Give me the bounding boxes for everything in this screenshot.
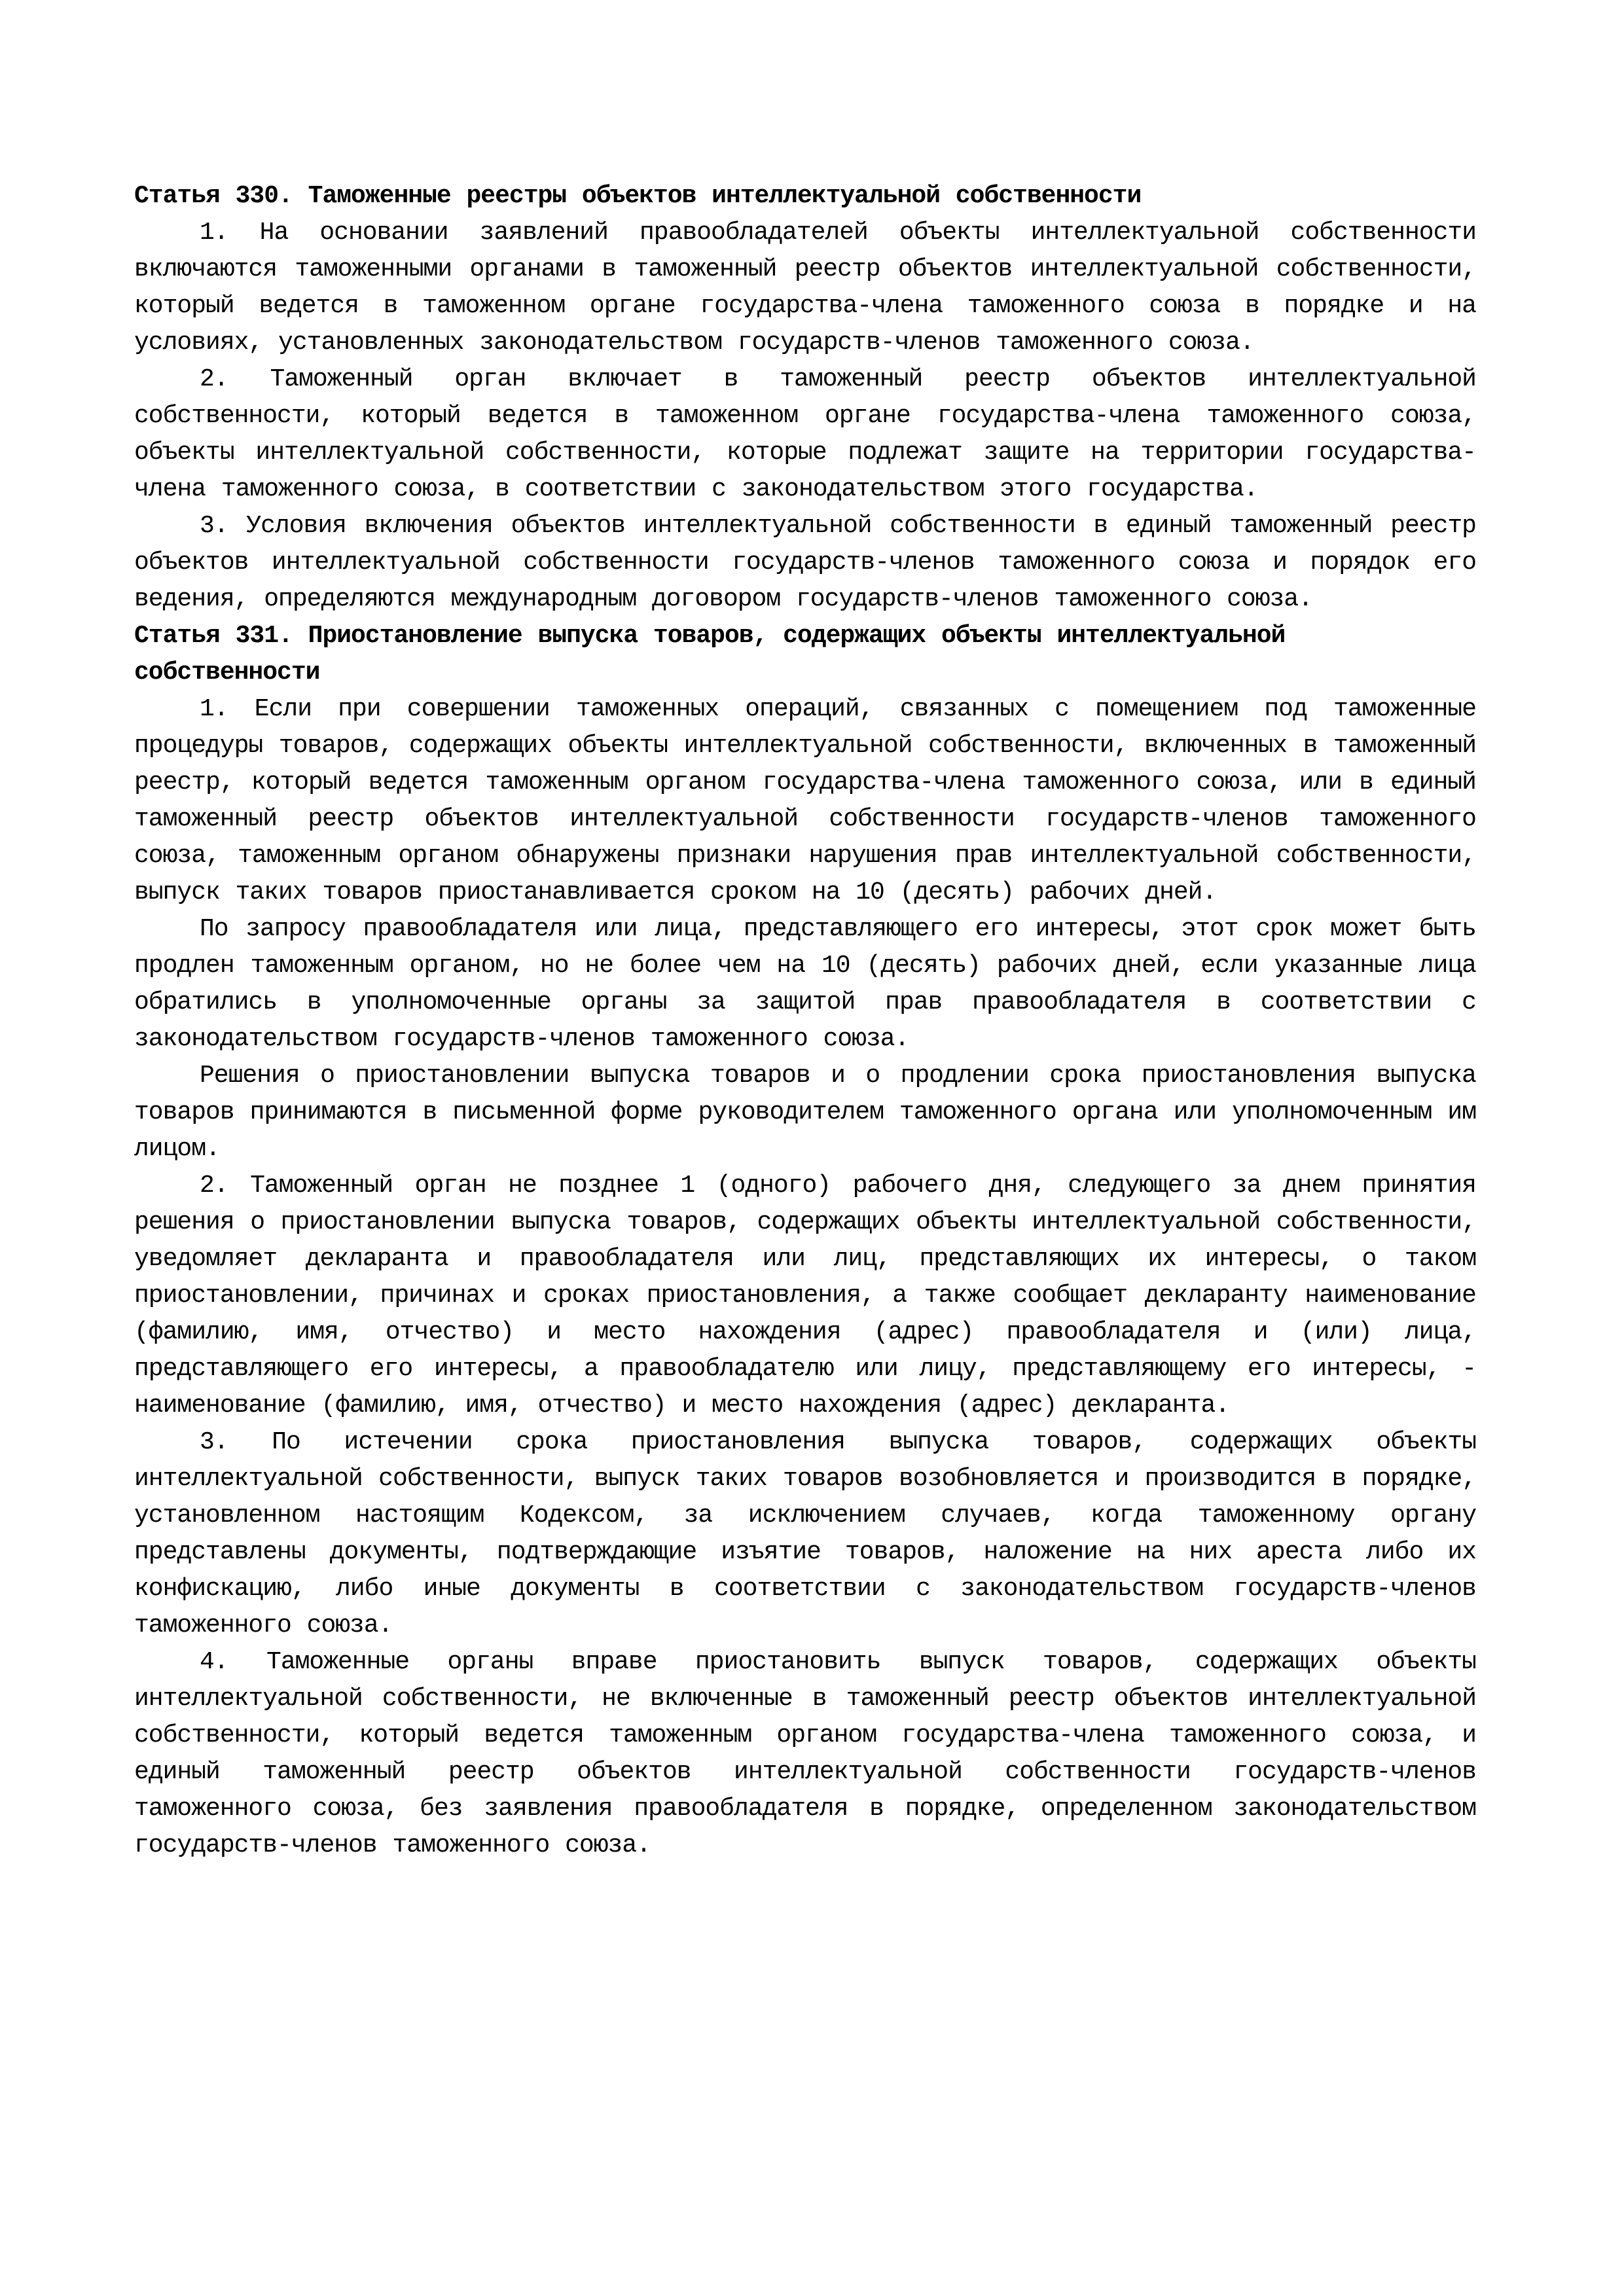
- article-heading: Статья 331. Приостановление выпуска товаров, содержащих объекты интеллектуальной собственности: [134, 622, 1286, 687]
- article-paragraph: Решения о приостановлении выпуска товаров и о продлении срока приостановления выпуска товаров принимаются в письменной форме руководителем таможенного органа или уполномоченным им лицом.: [134, 1062, 1476, 1163]
- article-paragraph: 4. Таможенные органы вправе приостановить выпуск товаров, содержащих объекты интеллектуальной собственности, не включенные в таможенный реестр объектов интеллектуальной собственности, который ведется таможенным органом государства-члена таможенного союза, и единый таможенный реестр объектов интеллектуальной собственности государств-членов таможенного союза, без заявления правообладателя в порядке, определенном законодательством государств-членов таможенного союза.: [134, 1648, 1476, 1859]
- article-paragraph: 2. Таможенный орган не позднее 1 (одного) рабочего дня, следующего за днем принятия решения о приостановлении выпуска товаров, содержащих объекты интеллектуальной собственности, уведомляет декларанта и правообладателя или лиц, представляющих их интересы, о таком приостановлении, причинах и сроках приостановления, а также сообщает декларанту наименование (фамилию, имя, отчество) и место нахождения (адрес) правообладателя и (или) лица, представляющего его интересы, а правообладателю или лицу, представляющему его интересы, - наименование (фамилию, имя, отчество) и место нахождения (адрес) декларанта.: [134, 1172, 1476, 1420]
- article-paragraph: 3. По истечении срока приостановления выпуска товаров, содержащих объекты интеллектуальной собственности, выпуск таких товаров возобновляется и производится в порядке, установленном настоящим Кодексом, за исключением случаев, когда таможенному органу представлены документы, подтверждающие изъятие товаров, наложение на них ареста либо их конфискацию, либо иные документы в соответствии с законодательством государств-членов таможенного союза.: [134, 1428, 1476, 1640]
- article-paragraph: 1. Если при совершении таможенных операций, связанных с помещением под таможенные процедуры товаров, содержащих объекты интеллектуальной собственности, включенных в таможенный реестр, который ведется таможенным органом государства-члена таможенного союза, или в единый таможенный реестр объектов интеллектуальной собственности государств-членов таможенного союза, таможенным органом обнаружены признаки нарушения прав интеллектуальной собственности, выпуск таких товаров приостанавливается сроком на 10 (десять) рабочих дней.: [134, 695, 1476, 906]
- document-content: [134, 178, 1476, 1864]
- article-paragraph: По запросу правообладателя или лица, представляющего его интересы, этот срок может быть продлен таможенным органом, но не более чем на 10 (десять) рабочих дней, если указанные лица обратились в уполномоченные органы за защитой прав правообладателя в соответствии с законодательством государств-членов таможенного союза.: [134, 915, 1476, 1053]
- article-paragraph: 1. На основании заявлений правообладателей объекты интеллектуальной собственности включаются таможенными органами в таможенный реестр объектов интеллектуальной собственности, который ведется в таможенном органе государства-члена таможенного союза в порядке и на условиях, установленных законодательством государств-членов таможенного союза.: [134, 219, 1476, 357]
- article-paragraph: 2. Таможенный орган включает в таможенный реестр объектов интеллектуальной собственности, который ведется в таможенном органе государства-члена таможенного союза, объекты интеллектуальной собственности, которые подлежат защите на территории государства-члена таможенного союза, в соответствии с законодательством этого государства.: [134, 365, 1476, 503]
- article-heading: Статья 330. Таможенные реестры объектов интеллектуальной собственности: [134, 182, 1142, 210]
- article-paragraph: 3. Условия включения объектов интеллектуальной собственности в единый таможенный реестр объектов интеллектуальной собственности государств-членов таможенного союза и порядок его ведения, определяются международным договором государств-членов таможенного союза.: [134, 512, 1476, 613]
